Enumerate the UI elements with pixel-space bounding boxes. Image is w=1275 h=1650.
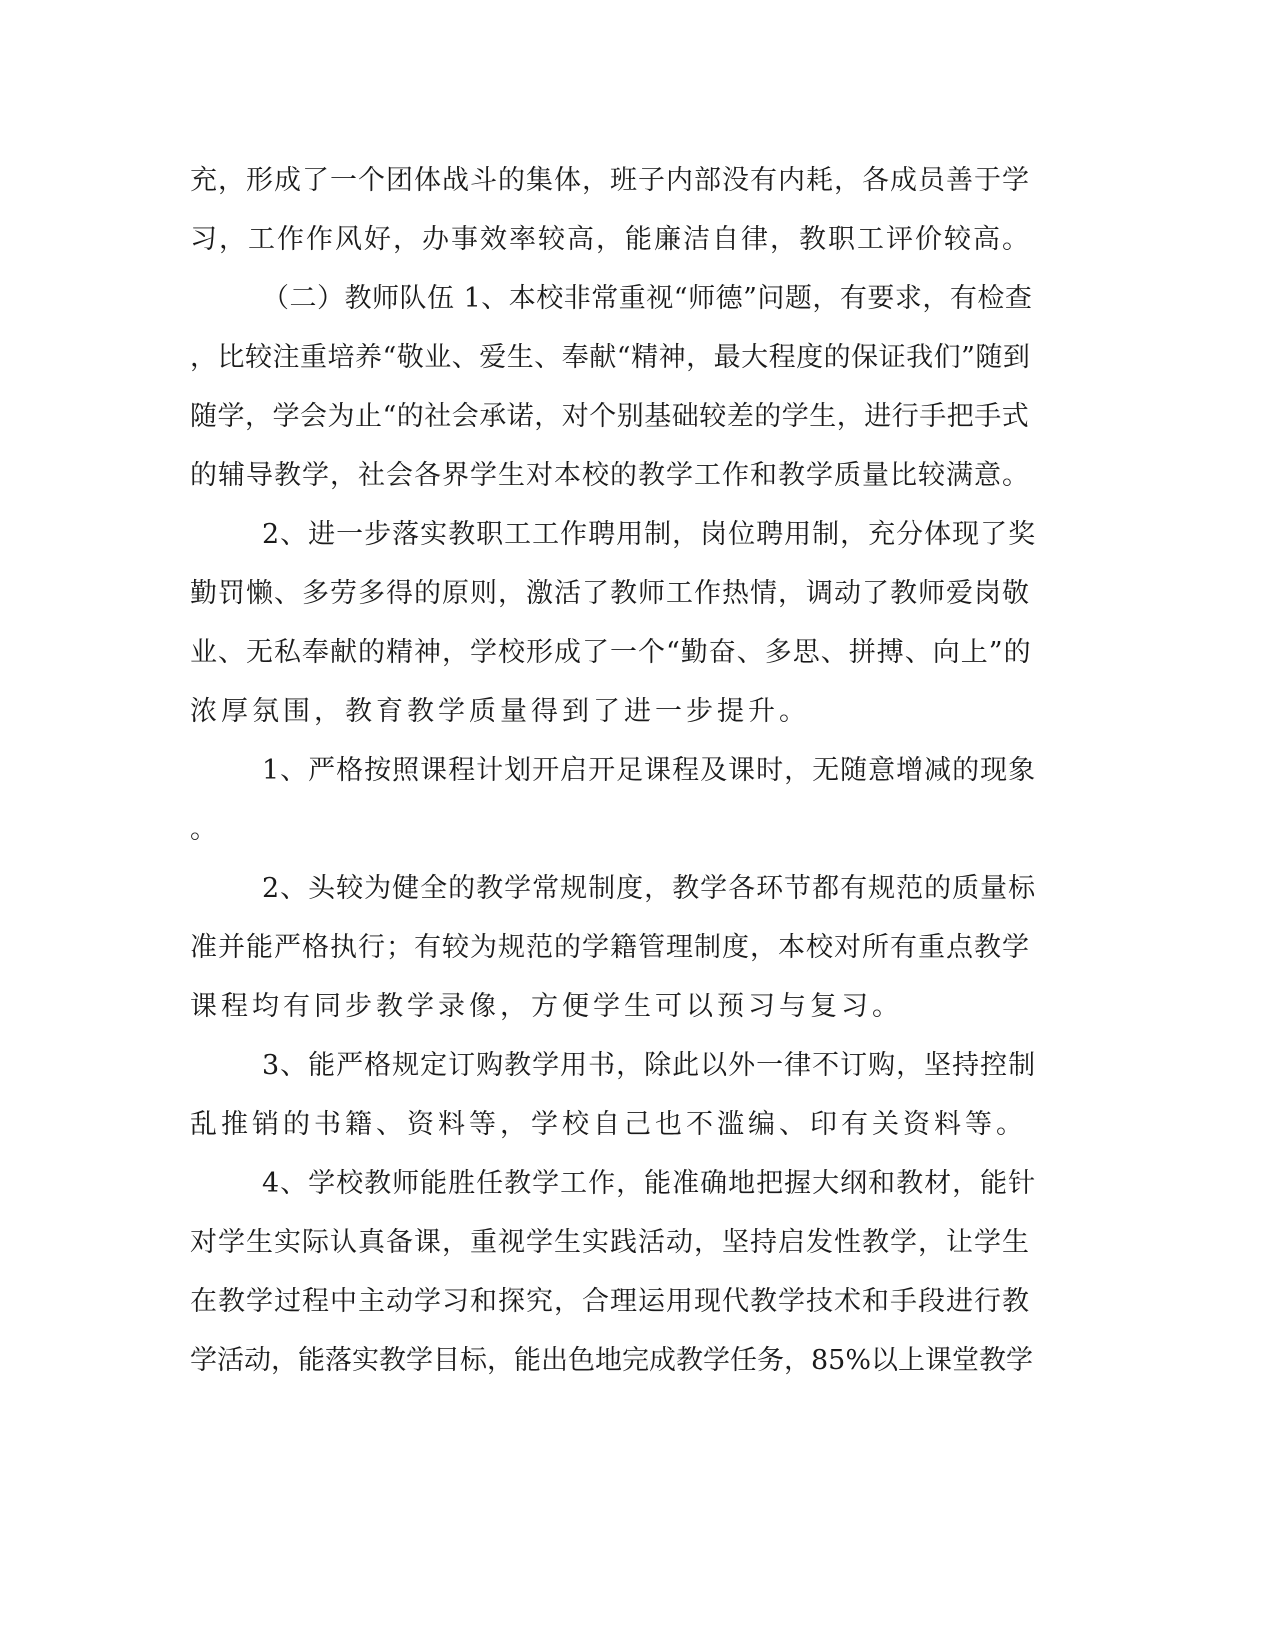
text-line: 准并能严格执行；有较为规范的学籍管理制度，本校对所有重点教学 [190, 932, 1030, 963]
text-line: 2、头较为健全的教学常规制度，教学各环节都有规范的质量标 [262, 873, 1037, 904]
text-line: 浓厚氛围，教育教学质量得到了进一步提升。 [190, 696, 810, 727]
text-line: 对学生实际认真备课，重视学生实践活动，坚持启发性教学，让学生 [190, 1227, 1030, 1258]
text-line: 乱推销的书籍、资料等，学校自己也不滥编、印有关资料等。 [190, 1109, 1027, 1140]
text-line: 。 [190, 814, 221, 845]
text-line: 4、学校教师能胜任教学工作，能准确地把握大纲和教材，能针 [262, 1168, 1037, 1199]
text-line: 1、严格按照课程计划开启开足课程及课时，无随意增减的现象 [262, 755, 1037, 786]
text-line: 充，形成了一个团体战斗的集体，班子内部没有内耗，各成员善于学 [190, 165, 1030, 196]
text-line: 2、进一步落实教职工工作聘用制，岗位聘用制，充分体现了奖 [262, 519, 1037, 550]
text-line: 习，工作作风好，办事效率较高，能廉洁自律，教职工评价较高。 [190, 224, 1031, 255]
text-line: （二）教师队伍 1、本校非常重视“师德”问题，有要求，有检查 [262, 283, 1033, 314]
text-line: 学活动，能落实教学目标，能出色地完成教学任务，85%以上课堂教学 [190, 1345, 1034, 1376]
text-line: 的辅导教学，社会各界学生对本校的教学工作和教学质量比较满意。 [190, 460, 1030, 491]
text-line: 业、无私奉献的精神，学校形成了一个“勤奋、多思、拼搏、向上”的 [190, 637, 1032, 668]
text-line: 随学，学会为止“的社会承诺，对个别基础较差的学生，进行手把手式 [190, 401, 1030, 432]
text-line: 课程均有同步教学录像，方便学生可以预习与复习。 [190, 991, 903, 1022]
text-line: 在教学过程中主动学习和探究，合理运用现代教学技术和手段进行教 [190, 1286, 1030, 1317]
text-line: ，比较注重培养“敬业、爱生、奉献“精神，最大程度的保证我们”随到 [190, 342, 1031, 373]
text-line: 3、能严格规定订购教学用书，除此以外一律不订购，坚持控制 [262, 1050, 1037, 1081]
text-line: 勤罚懒、多劳多得的原则，激活了教师工作热情，调动了教师爱岗敬 [190, 578, 1030, 609]
